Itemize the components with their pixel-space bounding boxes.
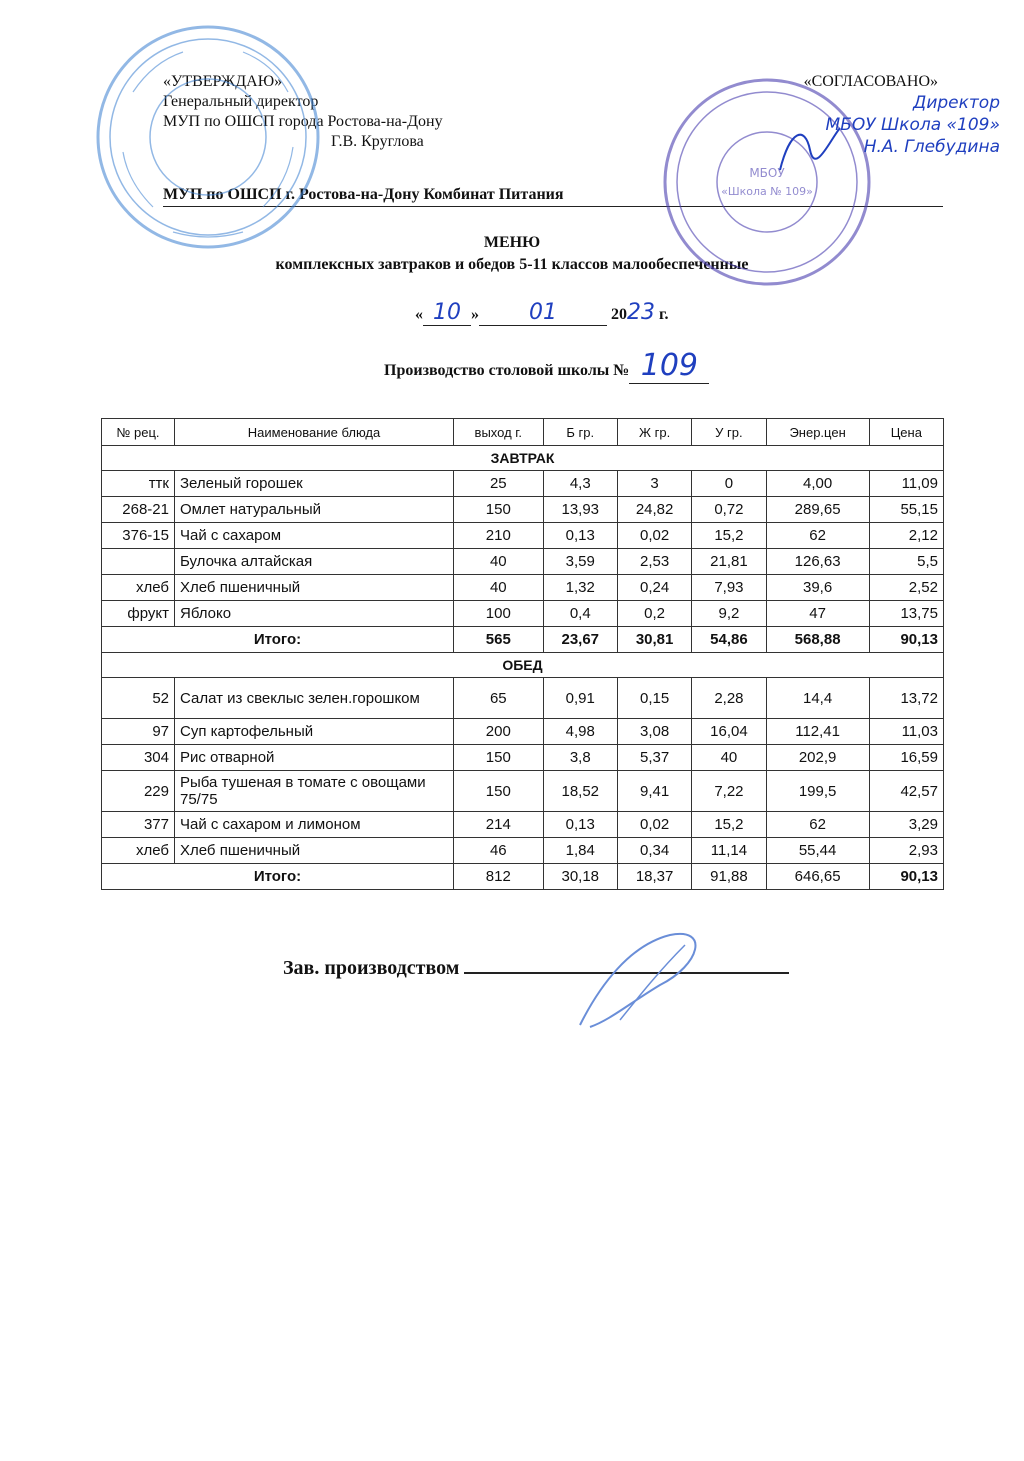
cell-recipe: 304	[102, 745, 175, 771]
header-energy: Энер.цен	[766, 419, 869, 446]
cell-yield: 200	[454, 719, 544, 745]
table-header-row	[102, 419, 944, 446]
cell-yield: 46	[454, 838, 544, 864]
cell-price: 2,93	[869, 838, 943, 864]
cell-fat: 5,37	[617, 745, 691, 771]
date-year-prefix: 20	[611, 306, 627, 323]
school-stamp-line1: МБОУ	[749, 166, 785, 180]
handwriting-line1: Директор	[913, 93, 1000, 113]
cell-dish: Салат из свеклыс зелен.горошком	[175, 678, 454, 719]
cell-carbs: 40	[692, 745, 766, 771]
director-signature	[775, 120, 845, 180]
cell-protein: 13,93	[543, 497, 617, 523]
cell-protein: 3,59	[543, 549, 617, 575]
menu-table	[101, 418, 944, 890]
cell-carbs: 16,04	[692, 719, 766, 745]
breakfast-section	[102, 446, 944, 653]
cell-dish: Чай с сахаром	[175, 523, 454, 549]
header-recipe: № рец.	[102, 419, 175, 446]
table-row	[102, 771, 944, 812]
approval-heading: «УТВЕРЖДАЮ»	[163, 73, 283, 90]
cell-fat: 0,2	[617, 601, 691, 627]
date-day: 10	[423, 300, 471, 326]
cell-energy: 289,65	[766, 497, 869, 523]
cell-fat: 9,41	[617, 771, 691, 812]
lunch-title: ОБЕД	[102, 653, 944, 678]
table-row	[102, 812, 944, 838]
cell-carbs: 7,93	[692, 575, 766, 601]
cell-carbs: 0,72	[692, 497, 766, 523]
total-protein: 30,18	[543, 864, 617, 890]
cell-dish: Хлеб пшеничный	[175, 838, 454, 864]
cell-carbs: 15,2	[692, 812, 766, 838]
total-price: 90,13	[869, 864, 943, 890]
cell-carbs: 21,81	[692, 549, 766, 575]
cell-energy: 199,5	[766, 771, 869, 812]
cell-fat: 0,02	[617, 812, 691, 838]
cell-energy: 55,44	[766, 838, 869, 864]
header-price: Цена	[869, 419, 943, 446]
cell-energy: 126,63	[766, 549, 869, 575]
cell-fat: 3	[617, 471, 691, 497]
cell-recipe: 229	[102, 771, 175, 812]
table-row	[102, 549, 944, 575]
handwriting-line2: МБОУ Школа «109»	[825, 115, 1000, 135]
production-line	[384, 348, 709, 384]
handwriting-line3: Н.А. Глебудина	[863, 137, 1000, 157]
production-label: Производство столовой школы №	[384, 362, 630, 379]
total-energy: 568,88	[766, 627, 869, 653]
cell-recipe: 376-15	[102, 523, 175, 549]
cell-carbs: 0	[692, 471, 766, 497]
cell-recipe: фрукт	[102, 601, 175, 627]
cell-price: 2,12	[869, 523, 943, 549]
date-open-quote: «	[415, 306, 423, 323]
cell-protein: 0,4	[543, 601, 617, 627]
cell-dish: Булочка алтайская	[175, 549, 454, 575]
cell-protein: 0,13	[543, 523, 617, 549]
cell-protein: 0,13	[543, 812, 617, 838]
total-fat: 18,37	[617, 864, 691, 890]
cell-recipe: хлеб	[102, 838, 175, 864]
total-yield: 812	[454, 864, 544, 890]
breakfast-title: ЗАВТРАК	[102, 446, 944, 471]
cell-energy: 39,6	[766, 575, 869, 601]
organization-name: МУП по ОШСП г. Ростова-на-Дону Комбинат Питания	[163, 186, 564, 203]
cell-price: 13,72	[869, 678, 943, 719]
cell-protein: 4,98	[543, 719, 617, 745]
cell-dish: Рыба тушеная в томате с овощами 75/75	[175, 771, 454, 812]
section-title-row	[102, 653, 944, 678]
cell-protein: 18,52	[543, 771, 617, 812]
table-row	[102, 745, 944, 771]
cell-protein: 3,8	[543, 745, 617, 771]
cell-yield: 150	[454, 745, 544, 771]
total-label: Итого:	[102, 627, 454, 653]
total-fat: 30,81	[617, 627, 691, 653]
manager-signature	[560, 925, 720, 1030]
cell-energy: 62	[766, 523, 869, 549]
table-row	[102, 471, 944, 497]
table-row	[102, 497, 944, 523]
date-line	[415, 300, 668, 326]
cell-energy: 47	[766, 601, 869, 627]
cell-energy: 112,41	[766, 719, 869, 745]
table-row	[102, 601, 944, 627]
cell-protein: 1,84	[543, 838, 617, 864]
cell-protein: 0,91	[543, 678, 617, 719]
cell-dish: Яблоко	[175, 601, 454, 627]
cell-fat: 0,24	[617, 575, 691, 601]
total-energy: 646,65	[766, 864, 869, 890]
cell-yield: 25	[454, 471, 544, 497]
cell-yield: 150	[454, 497, 544, 523]
cell-dish: Рис отварной	[175, 745, 454, 771]
school-stamp-line2: «Школа № 109»	[721, 185, 813, 198]
section-title-row	[102, 446, 944, 471]
cell-fat: 0,02	[617, 523, 691, 549]
cell-price: 11,03	[869, 719, 943, 745]
cell-yield: 40	[454, 575, 544, 601]
company-stamp	[93, 22, 323, 252]
cell-carbs: 7,22	[692, 771, 766, 812]
cell-yield: 210	[454, 523, 544, 549]
cell-dish: Омлет натуральный	[175, 497, 454, 523]
cell-fat: 2,53	[617, 549, 691, 575]
total-row	[102, 864, 944, 890]
cell-price: 55,15	[869, 497, 943, 523]
total-row	[102, 627, 944, 653]
cell-recipe: 377	[102, 812, 175, 838]
cell-price: 13,75	[869, 601, 943, 627]
date-year-suffix: 23	[627, 300, 655, 325]
cell-energy: 202,9	[766, 745, 869, 771]
cell-price: 16,59	[869, 745, 943, 771]
cell-yield: 65	[454, 678, 544, 719]
cell-yield: 214	[454, 812, 544, 838]
lunch-section	[102, 653, 944, 890]
cell-fat: 0,34	[617, 838, 691, 864]
table-row	[102, 523, 944, 549]
cell-price: 2,52	[869, 575, 943, 601]
table-row	[102, 575, 944, 601]
cell-carbs: 2,28	[692, 678, 766, 719]
menu-title: МЕНЮ	[483, 234, 541, 251]
cell-fat: 0,15	[617, 678, 691, 719]
cell-carbs: 11,14	[692, 838, 766, 864]
total-carbs: 54,86	[692, 627, 766, 653]
approval-organization: МУП по ОШСП города Ростова-на-Дону	[163, 113, 443, 130]
header-fat: Ж гр.	[617, 419, 691, 446]
table-row	[102, 838, 944, 864]
cell-dish: Зеленый горошек	[175, 471, 454, 497]
cell-price: 42,57	[869, 771, 943, 812]
date-month: 01	[479, 300, 607, 326]
cell-price: 5,5	[869, 549, 943, 575]
cell-energy: 62	[766, 812, 869, 838]
cell-yield: 100	[454, 601, 544, 627]
cell-carbs: 9,2	[692, 601, 766, 627]
cell-dish: Суп картофельный	[175, 719, 454, 745]
cell-recipe: 52	[102, 678, 175, 719]
total-protein: 23,67	[543, 627, 617, 653]
total-carbs: 91,88	[692, 864, 766, 890]
cell-dish: Чай с сахаром и лимоном	[175, 812, 454, 838]
cell-recipe: ттк	[102, 471, 175, 497]
header-protein: Б гр.	[543, 419, 617, 446]
total-label: Итого:	[102, 864, 454, 890]
cell-price: 11,09	[869, 471, 943, 497]
cell-energy: 14,4	[766, 678, 869, 719]
cell-protein: 1,32	[543, 575, 617, 601]
cell-fat: 24,82	[617, 497, 691, 523]
menu-subtitle: комплексных завтраков и обедов 5-11 классов малообеспеченные	[275, 256, 749, 273]
approval-signer: Г.В. Круглова	[331, 133, 424, 150]
school-number: 109	[629, 348, 709, 384]
cell-dish: Хлеб пшеничный	[175, 575, 454, 601]
cell-fat: 3,08	[617, 719, 691, 745]
cell-yield: 40	[454, 549, 544, 575]
header-carbs: У гр.	[692, 419, 766, 446]
cell-recipe: хлеб	[102, 575, 175, 601]
cell-recipe: 268-21	[102, 497, 175, 523]
cell-recipe: 97	[102, 719, 175, 745]
header-dish: Наименование блюда	[175, 419, 454, 446]
header-yield: выход г.	[454, 419, 544, 446]
cell-energy: 4,00	[766, 471, 869, 497]
cell-protein: 4,3	[543, 471, 617, 497]
approval-position: Генеральный директор	[163, 93, 319, 110]
cell-price: 3,29	[869, 812, 943, 838]
footer-label: Зав. производством	[283, 957, 460, 979]
total-yield: 565	[454, 627, 544, 653]
date-close-quote: »	[471, 306, 479, 323]
cell-yield: 150	[454, 771, 544, 812]
total-price: 90,13	[869, 627, 943, 653]
table-row	[102, 719, 944, 745]
table-row	[102, 678, 944, 719]
cell-recipe	[102, 549, 175, 575]
agreement-heading: «СОГЛАСОВАНО»	[803, 73, 938, 90]
cell-carbs: 15,2	[692, 523, 766, 549]
date-year-unit: г.	[659, 306, 669, 323]
